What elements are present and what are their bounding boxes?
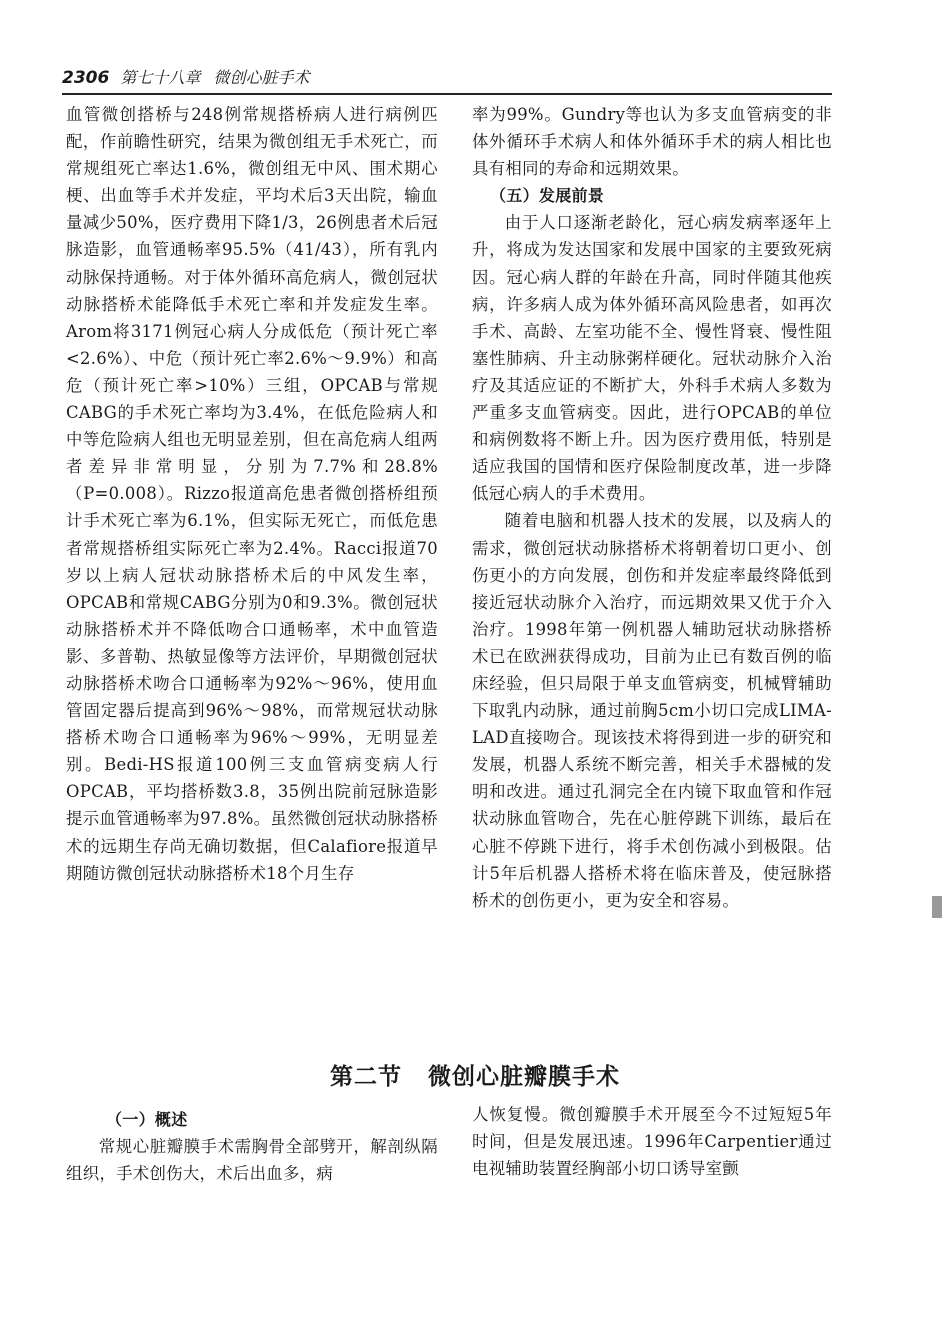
bottom-left-column bbox=[66, 1107, 438, 1187]
section-heading bbox=[0, 1058, 950, 1091]
overview-paragraph: 常规心脏瓣膜手术需胸骨全部劈开，解剖纵隔组织，手术创伤大，术后出血多，病 bbox=[66, 1137, 438, 1184]
right-paragraph-robotics: 随着电脑和机器人技术的发展，以及病人的需求，微创冠状动脉搭桥术将朝着切口更小、创伤更小的方向发展，创伤和并发症率最终降低到接近冠状动脉介入治疗，而远期效果又优于介入治疗。1998年第一例机器人辅助冠状动脉搭桥术已在欧洲获得成功，目前为止已有数百例的临床经验，但只局限于单支血管病变，机械臂辅助下取乳内动脉，通过前胸5cm小切口完成LIMA-LAD直接吻合。现该技术将得到进一步的研究和发展，机器人系统不断完善，相关手术器械的发明和改进。通过孔洞完全在内镜下取血管和作冠状动脉血管吻合，先在心脏停跳下训练，最后在心脏不停跳下进行，将手术创伤减小到极限。估计5年后机器人搭桥术将在临床普及，使冠脉搭桥术的创伤更小，更为安全和容易。 bbox=[472, 511, 832, 910]
left-column bbox=[66, 101, 438, 887]
page-number: 2306 bbox=[62, 68, 110, 88]
right-paragraph-outlook: 由于人口逐渐老龄化，冠心病发病率逐年上升，将成为发达国家和发展中国家的主要致死病因。冠心病人群的年龄在升高，同时伴随其他疾病，许多病人成为体外循环高风险患者，如再次手术、高龄、左室功能不全、慢性肾衰、慢性阻塞性肺病、升主动脉粥样硬化。冠状动脉介入治疗及其适应证的不断扩大，外科手术病人多数为严重多支血管病变。因此，进行OPCAB的单位和病例数将不断上升。因为医疗费用低，特别是适应我国的国情和医疗保险制度改革，进一步降低冠心病人的手术费用。 bbox=[472, 213, 832, 504]
chapter-title: 微创心脏手术 bbox=[213, 68, 310, 87]
section-title: 微创心脏瓣膜手术 bbox=[428, 1064, 620, 1090]
left-paragraph: 血管微创搭桥与248例常规搭桥病人进行病例匹配，作前瞻性研究，结果为微创组无手术死亡，而常规组死亡率达1.6%，微创组无中风、围术期心梗、出血等手术并发症，平均术后3天出院，输血量减少50%，医疗费用下降1/3，26例患者术后冠脉造影，血管通畅率95.5%（41/43），所有乳内动脉保持通畅。对于体外循环高危病人，微创冠状动脉搭桥术能降低手术死亡率和并发症发生率。Arom将3171例冠心病人分成低危（预计死亡率<2.6%）、中危（预计死亡率2.6%～9.9%）和高危（预计死亡率>10%）三组，OPCAB与常规CABG的手术死亡率均为3.4%，在低危险病人和中等危险病人组也无明显差别，但在高危病人组两者差异非常明显，分别为7.7%和28.8%（P=0.008）。Rizzo报道高危患者微创搭桥组预计手术死亡率为6.1%，但实际无死亡，而低危患者常规搭桥组实际死亡率为2.4%。Racci报道70岁以上病人冠状动脉搭桥术后的中风发生率，OPCAB和常规CABG分别为0和9.3%。微创冠状动脉搭桥术并不降低吻合口通畅率，术中血管造影、多普勒、热敏显像等方法评价，早期微创冠状动脉搭桥术吻合口通畅率为92%～96%，使用血管固定器后提高到96%～98%，而常规冠状动脉搭桥术吻合口通畅率为96%～99%，无明显差别。Bedi-HS报道100例三支血管病变病人行OPCAB，平均搭桥数3.8，35例出院前冠脉造影提示血管通畅率为97.8%。虽然微创冠状动脉搭桥术的远期生存尚无确切数据，但Calafiore报道早期随访微创冠状动脉搭桥术18个月生存 bbox=[66, 105, 438, 883]
chapter-number: 第七十八章 bbox=[120, 68, 201, 87]
right-column bbox=[472, 101, 832, 914]
header-rule bbox=[62, 93, 832, 95]
overview-heading: （一）概述 bbox=[106, 1110, 188, 1129]
scan-margin-mark bbox=[932, 896, 942, 918]
right-paragraph-continued: 率为99%。Gundry等也认为多支血管病变的非体外循环手术病人和体外循环手术的病人相比也具有相同的寿命和远期效果。 bbox=[472, 105, 832, 179]
subsection-heading: （五）发展前景 bbox=[490, 186, 605, 206]
section-number: 第二节 bbox=[330, 1064, 402, 1090]
bottom-right-column bbox=[472, 1101, 832, 1182]
overview-paragraph-continued: 人恢复慢。微创瓣膜手术开展至今不过短短5年时间，但是发展迅速。1996年Carpentier通过电视辅助装置经胸部小切口诱导室颤 bbox=[472, 1105, 832, 1179]
running-header bbox=[62, 66, 310, 90]
